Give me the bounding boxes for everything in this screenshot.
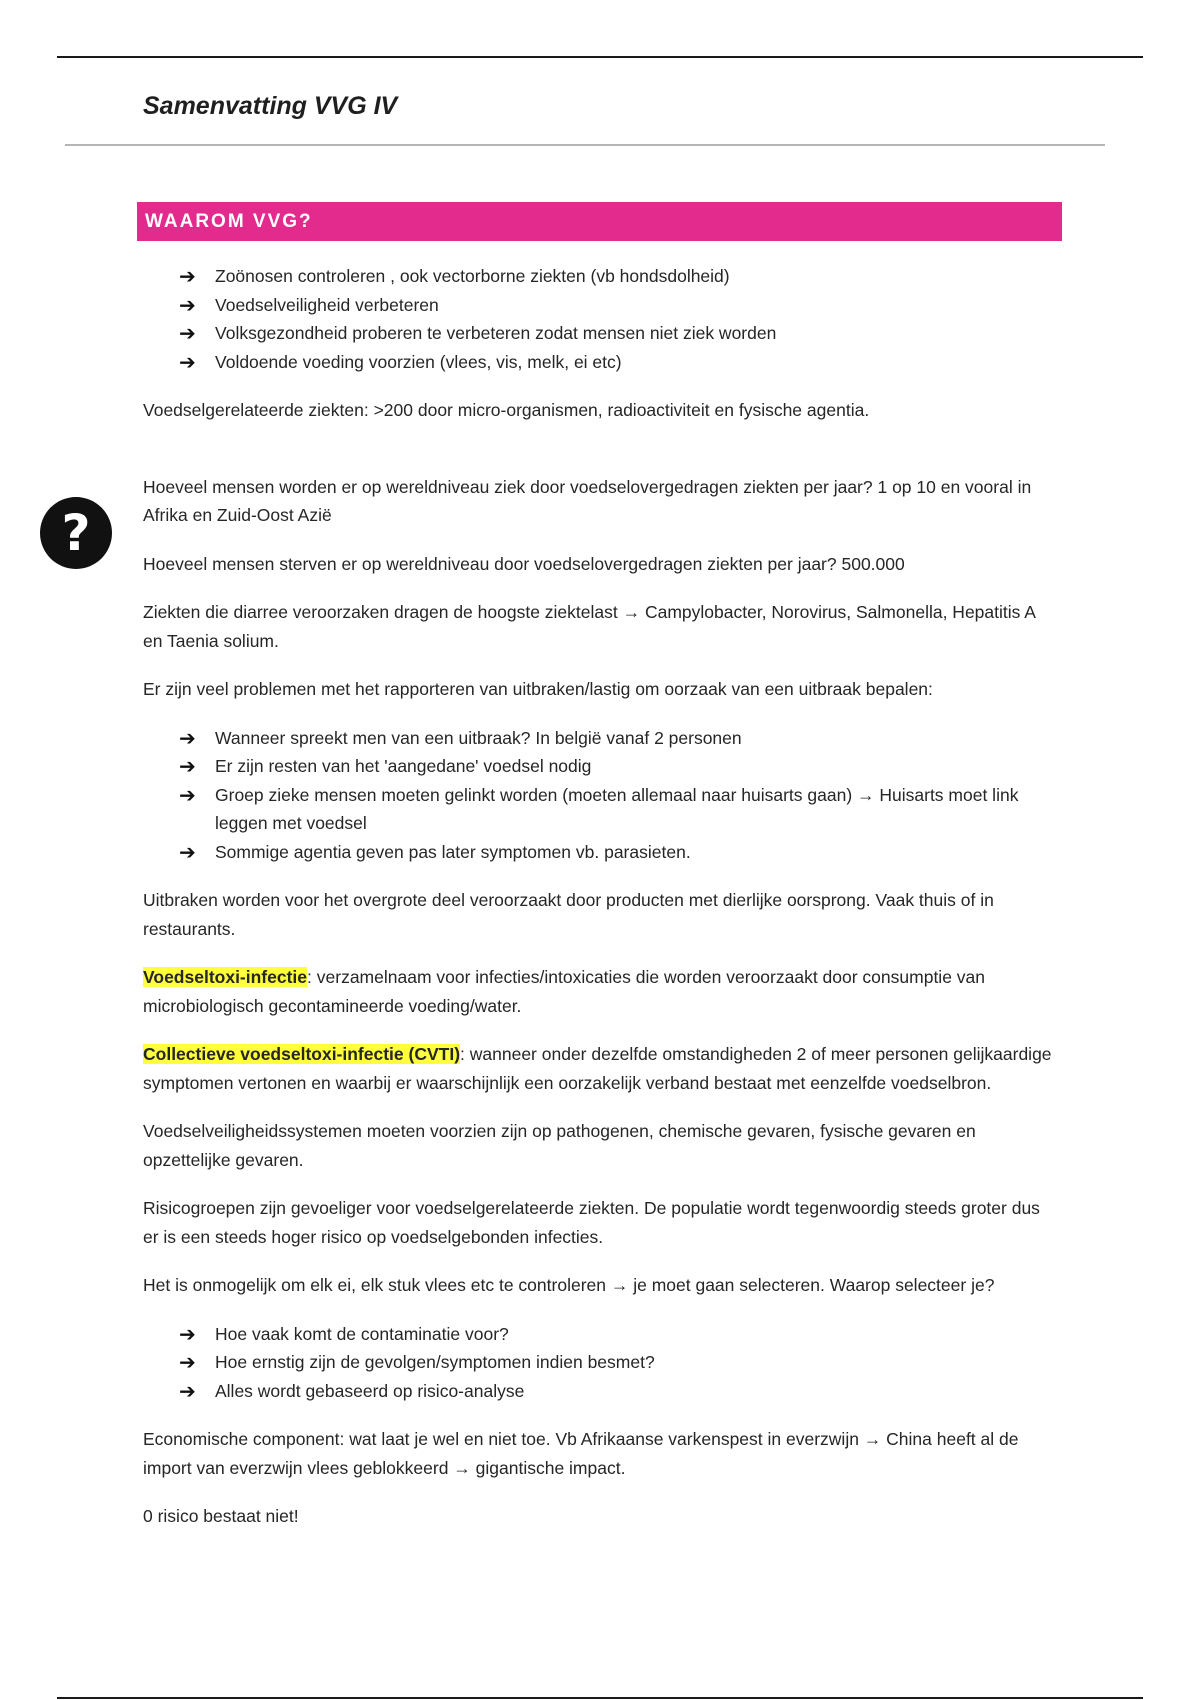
paragraph-diarrhea: Ziekten die diarree veroorzaken dragen de hoogste ziektelast → Campylobacter, Norovirus, Salmonella, Hepatitis A en Taenia solium.: [143, 602, 1035, 651]
title-underline: [65, 144, 1105, 146]
list-item: ➔ Hoe ernstig zijn de gevolgen/symptomen indien besmet?: [143, 1348, 1055, 1377]
arrow-bullet-icon: ➔: [179, 754, 196, 778]
question-mark-icon: ?: [40, 497, 112, 569]
definition-cvti: Collectieve voedseltoxi-infectie (CVTI): wanneer onder dezelfde omstandigheden 2 of meer personen gelijkaardige symptomen vertonen en waarbij er waarschijnlijk een oorzakelijk verband bestaat met eenzelfde voedselbron.: [143, 1044, 1052, 1093]
list-item: ➔ Er zijn resten van het 'aangedane' voedsel nodig: [143, 752, 1055, 781]
document-title: Samenvatting VVG IV: [143, 92, 398, 120]
paragraph-foodborne: Voedselgerelateerde ziekten: >200 door micro-organismen, radioactiviteit en fysische agentia.: [143, 400, 870, 420]
document-body: [143, 262, 1055, 1551]
list-item: ➔ Volksgezondheid proberen te verbeteren zodat mensen niet ziek worden: [143, 319, 1055, 348]
paragraph-economic: Economische component: wat laat je wel en niet toe. Vb Afrikaanse varkenspest in everzwijn → China heeft al de import van everzwijn vlees geblokkeerd → gigantische impact.: [143, 1429, 1019, 1478]
paragraph-risk-groups: Risicogroepen zijn gevoeliger voor voedselgerelateerde ziekten. De populatie wordt tegenwoordig steeds groter dus er is een steeds hoger risico op voedselgebonden infecties.: [143, 1198, 1040, 1247]
arrow-bullet-icon: ➔: [179, 782, 196, 807]
paragraph-outbreaks: Uitbraken worden voor het overgrote deel veroorzaakt door producten met dierlijke oorsprong. Vaak thuis of in restaurants.: [143, 890, 994, 939]
list-item: ➔ Groep zieke mensen moeten gelinkt worden (moeten allemaal naar huisarts gaan) → Huisarts moet link leggen met voedsel: [179, 782, 1019, 833]
bullet-list-reporting: [143, 724, 1055, 867]
arrow-bullet-icon: ➔: [179, 839, 196, 864]
section-heading-bar: [137, 202, 1062, 241]
list-item: ➔ Voedselveiligheid verbeteren: [143, 291, 1055, 320]
header-top-rule: [57, 56, 1143, 58]
section-heading-text: WAAROM VVG?: [145, 210, 313, 232]
bullet-list-selection: [143, 1320, 1055, 1406]
paragraph-select: Het is onmogelijk om elk ei, elk stuk vlees etc te controleren → je moet gaan selecteren. Waarop selecteer je?: [143, 1275, 995, 1295]
paragraph-sick-question: Hoeveel mensen worden er op wereldniveau ziek door voedselovergedragen ziekten per jaar? 1 op 10 en vooral in Afrika en Zuid-Oost Azië: [143, 476, 1032, 525]
highlighted-term: Collectieve voedseltoxi-infectie (CVTI): [143, 1044, 461, 1064]
list-item: ➔ Sommige agentia geven pas later symptomen vb. parasieten.: [143, 838, 1055, 867]
bullet-list-reasons: [143, 262, 1055, 376]
list-item: ➔ Wanneer spreekt men van een uitbraak? In belgië vanaf 2 personen: [143, 724, 1055, 753]
paragraph-systems: Voedselveiligheidssystemen moeten voorzien zijn op pathogenen, chemische gevaren, fysische gevaren en opzettelijke gevaren.: [143, 1121, 976, 1170]
list-item: ➔ Alles wordt gebaseerd op risico-analyse: [143, 1377, 1055, 1406]
paragraph-zero-risk: 0 risico bestaat niet!: [143, 1506, 299, 1526]
list-item: ➔ Voldoende voeding voorzien (vlees, vis, melk, ei etc): [143, 348, 1055, 377]
list-item: ➔ Zoönosen controleren , ook vectorborne ziekten (vb hondsdolheid): [143, 262, 1055, 291]
arrow-bullet-icon: ➔: [179, 725, 196, 750]
arrow-bullet-icon: ➔: [179, 264, 196, 288]
arrow-bullet-icon: ➔: [179, 292, 196, 317]
arrow-bullet-icon: ➔: [179, 321, 196, 345]
arrow-bullet-icon: ➔: [179, 349, 196, 374]
arrow-bullet-icon: ➔: [179, 1378, 196, 1403]
arrow-bullet-icon: ➔: [179, 1350, 196, 1374]
highlighted-term: Voedseltoxi-infectie: [143, 967, 308, 987]
paragraph-reporting: Er zijn veel problemen met het rapporteren van uitbraken/lastig om oorzaak van een uitbraak bepalen:: [143, 679, 933, 699]
footer-bottom-rule: [57, 1697, 1143, 1699]
definition-voedseltoxi-infectie: Voedseltoxi-infectie: verzamelnaam voor infecties/intoxicaties die worden veroorzaakt door consumptie van microbiologisch gecontamineerde voeding/water.: [143, 967, 986, 1016]
arrow-bullet-icon: ➔: [179, 1321, 196, 1346]
list-item: ➔ Hoe vaak komt de contaminatie voor?: [143, 1320, 1055, 1349]
paragraph-death-question: Hoeveel mensen sterven er op wereldniveau door voedselovergedragen ziekten per jaar? 500.000: [143, 553, 905, 574]
